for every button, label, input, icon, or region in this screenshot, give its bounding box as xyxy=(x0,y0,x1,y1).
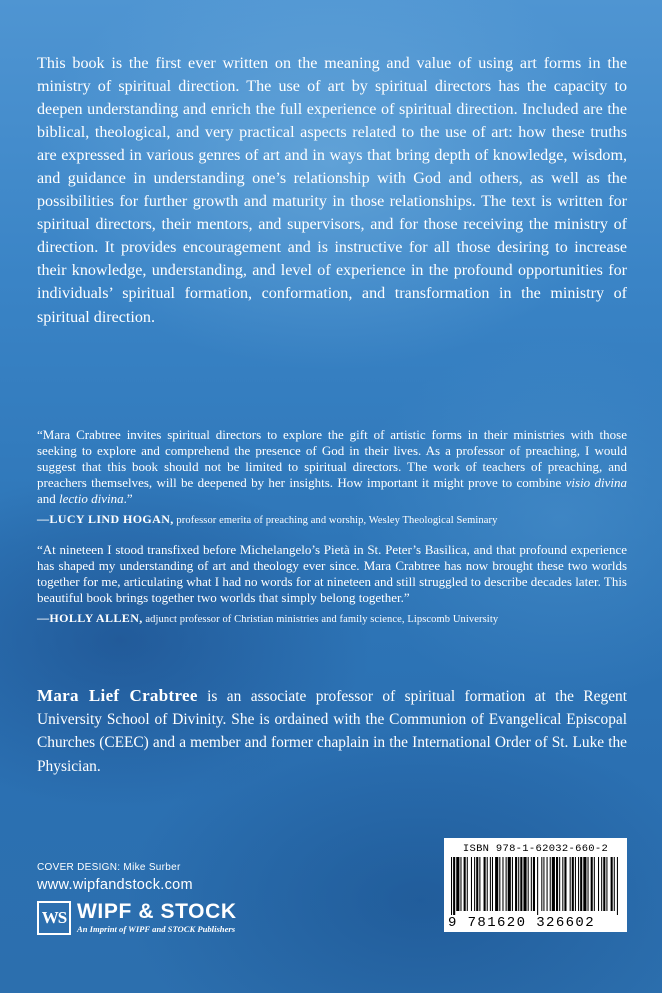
publisher-subtitle: An Imprint of WIPF and STOCK Publishers xyxy=(77,924,236,934)
endorsement-allen xyxy=(37,542,627,626)
ws-logo-icon: WS xyxy=(37,901,71,935)
endorsement-attribution: —HOLLY ALLEN, adjunct professor of Christian ministries and family science, Lipscomb University xyxy=(37,610,499,625)
isbn-label: ISBN 978-1-62032-660-2 xyxy=(462,843,609,855)
endorsement-quote: “At nineteen I stood transfixed before Michelangelo’s Pietà in St. Peter’s Basilica, and that profound experience has shaped my understanding of art and theology ever since. Mara Crabtree has now brought these two worlds together for me, articulating what I had no words for at nineteen and still struggled to describe decades later. This beautiful book brings together two worlds that simply belong together.” xyxy=(37,542,627,605)
endorsement-attribution: —LUCY LIND HOGAN, professor emerita of preaching and worship, Wesley Theological Seminary xyxy=(37,511,498,526)
publisher-logo xyxy=(37,901,267,935)
isbn-barcode xyxy=(444,838,627,932)
publisher-name: WIPF & STOCK xyxy=(77,900,237,923)
back-cover-blurb: This book is the first ever written on the meaning and value of using art forms in the ministry of spiritual direction. The use of art by spiritual directors has the capacity to deepen understanding and enrich the full experience of spiritual direction. Included are the biblical, theological, and very practical aspects related to the use of art: how these truths are expressed in various genres of art and in ways that bring depth of knowledge, wisdom, and guidance in understanding one’s relationship with God and others, as well as the possibilities for further growth and maturity in those relationships. The text is written for spiritual directors, their mentors, and supervisors, and for those receiving the ministry of direction. It provides encouragement and is instructive for all those desiring to increase their knowledge, understanding, and level of experience in the profound opportunities for individuals’ spiritual formation, conformation, and transformation in the ministry of spiritual direction. xyxy=(37,55,627,326)
endorsement-quote: “Mara Crabtree invites spiritual directors to explore the gift of artistic forms in their ministries with those seeking to explore and comprehend the presence of God in their lives. As a professor of preaching, I would suggest that this book should not be limited to spiritual directors. The work of teachers of preaching, and preachers themselves, will be deepened by her insights. How important it might prove to combine visio divina and lectio divina.” xyxy=(37,427,628,506)
credits xyxy=(37,862,193,893)
barcode-digits: 9 781620 326602 xyxy=(448,915,596,931)
publisher-website: www.wipfandstock.com xyxy=(37,877,193,893)
cover-design-credit: COVER DESIGN: Mike Surber xyxy=(37,862,181,873)
barcode-bars-icon xyxy=(451,857,621,915)
author-name: Mara Lief Crabtree xyxy=(37,686,198,705)
author-bio: Mara Lief Crabtree is an associate professor of spiritual formation at the Regent University School of Divinity. She is ordained with the Communion of Evangelical Episcopal Churches (CEEC) and a member and former chaplain in the International Order of St. Luke the Physician. xyxy=(37,686,628,775)
endorsement-hogan xyxy=(37,427,627,527)
